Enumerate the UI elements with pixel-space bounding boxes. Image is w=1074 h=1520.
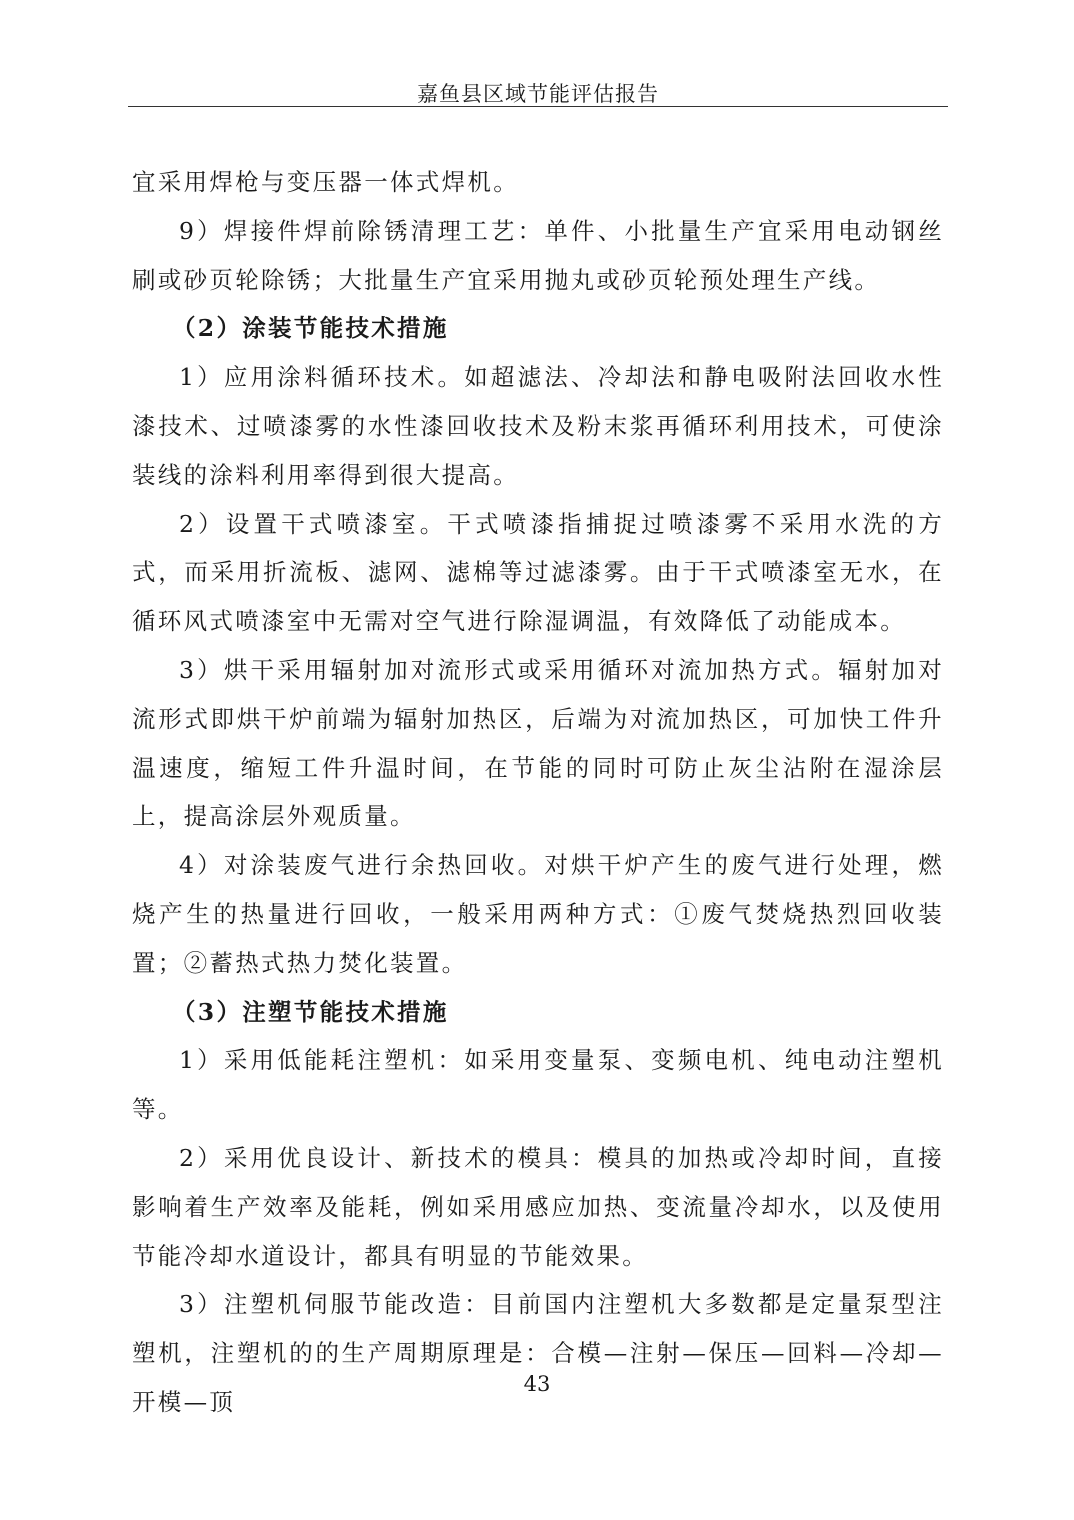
paragraph: 1）采用低能耗注塑机：如采用变量泵、变频电机、纯电动注塑机等。 <box>132 1046 944 1124</box>
paragraph: 3）烘干采用辐射加对流形式或采用循环对流加热方式。辐射加对流形式即烘干炉前端为辐射加热区，后端为对流加热区，可加快工件升温速度，缩短工件升温时间，在节能的同时可防止灰尘沾附在湿涂层上，提高涂层外观质量。 <box>132 655 944 831</box>
paragraph: 9）焊接件焊前除锈清理工艺：单件、小批量生产宜采用电动钢丝刷或砂页轮除锈；大批量生产宜采用抛丸或砂页轮预处理生产线。 <box>132 216 944 294</box>
paragraph: 4）对涂装废气进行余热回收。对烘干炉产生的废气进行处理，燃烧产生的热量进行回收，一般采用两种方式：①废气焚烧热烈回收装置；②蓄热式热力焚化装置。 <box>132 851 944 977</box>
paragraph: 3）注塑机伺服节能改造：目前国内注塑机大多数都是定量泵型注塑机，注塑机的的生产周期原理是：合模—注射—保压—回料—冷却—开模—顶 <box>132 1290 944 1416</box>
paragraph: 2）设置干式喷漆室。干式喷漆指捕捉过喷漆雾不采用水洗的方式，而采用折流板、滤网、滤棉等过滤漆雾。由于干式喷漆室无水，在循环风式喷漆室中无需对空气进行除湿调温，有效降低了动能成本。 <box>132 509 944 636</box>
section-heading: （3）注塑节能技术措施 <box>172 997 449 1026</box>
paragraph: 宜采用焊枪与变压器一体式焊机。 <box>132 168 519 196</box>
document-body <box>132 158 944 1427</box>
paragraph: 1）应用涂料循环技术。如超滤法、冷却法和静电吸附法回收水性漆技术、过喷漆雾的水性漆回收技术及粉末浆再循环利用技术，可使涂装线的涂料利用率得到很大提高。 <box>132 363 944 489</box>
page-header-title: 嘉鱼县区域节能评估报告 <box>417 82 659 106</box>
page-number: 43 <box>523 1372 551 1396</box>
paragraph: 2）采用优良设计、新技术的模具：模具的加热或冷却时间，直接影响着生产效率及能耗，例如采用感应加热、变流量冷却水，以及使用节能冷却水道设计，都具有明显的节能效果。 <box>132 1143 944 1270</box>
section-heading: （2）涂装节能技术措施 <box>172 314 449 343</box>
header-divider <box>128 106 948 107</box>
